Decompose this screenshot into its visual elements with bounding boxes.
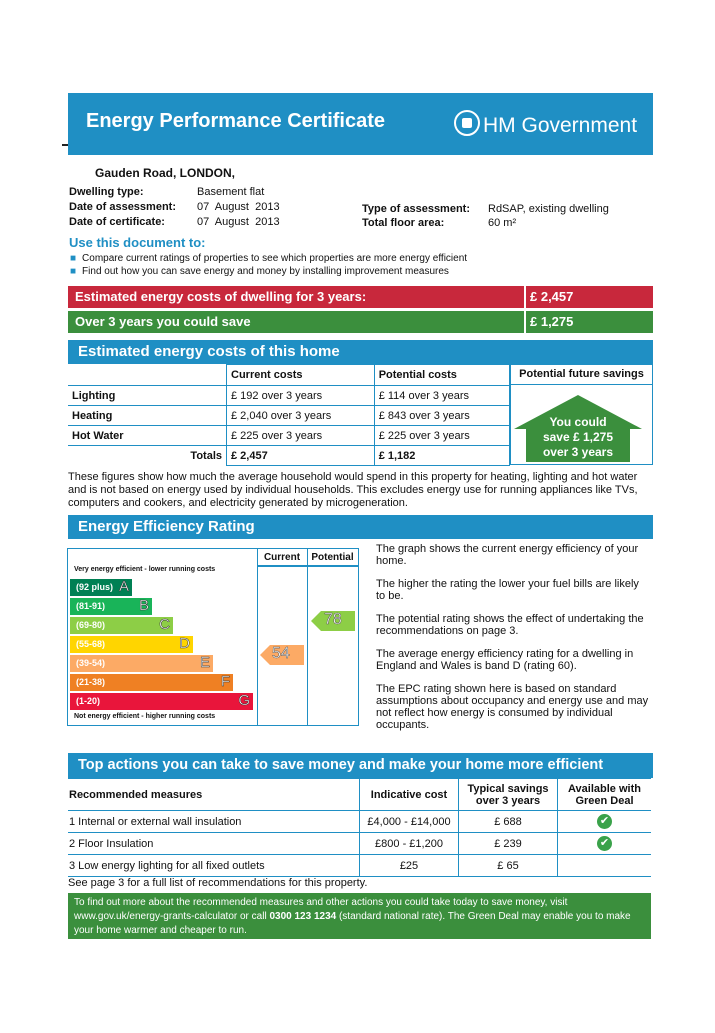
table-row <box>68 406 510 426</box>
check-icon: ✔ <box>597 836 612 851</box>
costs-section-title: Estimated energy costs of this home <box>68 340 653 364</box>
efficiency-paragraph: The potential rating shows the effect of undertaking the recommendations on page 3. <box>376 613 644 637</box>
rating-band-b <box>70 598 152 615</box>
current-cost-cell: £ 192 over 3 years <box>227 386 375 406</box>
band-range: (69-80) <box>76 620 106 630</box>
potential-cost-cell: £ 843 over 3 years <box>374 406 509 426</box>
bullet-text: Find out how you can save energy and money by installing improvement measures <box>82 266 449 277</box>
use-document-heading: Use this document to: <box>69 235 206 250</box>
logo-text: HM Government <box>483 114 638 137</box>
band-range: (55-68) <box>76 639 106 649</box>
footer-info <box>68 893 651 939</box>
totals-potential: £ 1,182 <box>374 446 509 466</box>
arrow-line: You could <box>549 415 607 429</box>
saving-cell: £ 239 <box>459 833 558 855</box>
band-letter: F <box>220 673 230 690</box>
potential-rating-value: 78 <box>324 611 342 628</box>
inefficient-label: Not energy efficient - higher running costs <box>74 713 216 720</box>
efficiency-paragraph: The EPC rating shown here is based on standard assumptions about occupancy and energy use and may not reflect how energy is consumed by individual occupants. <box>376 683 649 731</box>
bullet-icon: ■ <box>70 266 77 277</box>
estimated-costs-band: Estimated energy costs of dwelling for 3 years: <box>68 286 524 308</box>
band-range: (81-91) <box>76 601 106 611</box>
estimated-costs-value: £ 2,457 <box>526 286 653 308</box>
measure-cell: 2 Floor Insulation <box>68 833 360 855</box>
band-letter: C <box>159 616 170 633</box>
actions-table <box>68 778 651 877</box>
table-row <box>68 855 651 877</box>
potential-cost-cell: £ 225 over 3 years <box>374 426 509 446</box>
green-deal-cell <box>558 855 652 877</box>
arrow-line: over 3 years <box>542 445 614 459</box>
floor-area-label: Total floor area: <box>362 217 445 229</box>
band-range: (1-20) <box>76 696 101 706</box>
band-letter: G <box>238 692 250 709</box>
see-page-note: See page 3 for a full list of recommendations for this property. <box>68 877 368 889</box>
rating-band-e <box>70 655 213 672</box>
bullet-icon: ■ <box>70 253 77 264</box>
potential-costs-header: Potential costs <box>374 365 509 386</box>
table-row <box>68 386 510 406</box>
rating-band-g <box>70 693 253 710</box>
saving-cell: £ 688 <box>459 811 558 833</box>
assessment-type-value: RdSAP, existing dwelling <box>488 203 609 215</box>
assessment-date-value: 07 August 2013 <box>197 201 280 213</box>
potential-column-header: Potential <box>311 552 354 563</box>
margin-mark <box>62 144 68 146</box>
totals-row <box>68 446 510 466</box>
current-column <box>257 549 307 725</box>
certificate-date-value: 07 August 2013 <box>197 216 280 228</box>
green-deal-cell <box>558 811 652 833</box>
savings-band: Over 3 years you could save <box>68 311 524 333</box>
measure-cell: 1 Internal or external wall insulation <box>68 811 360 833</box>
measures-header: Recommended measures <box>68 779 360 811</box>
use-bullet <box>70 266 449 277</box>
row-label: Lighting <box>68 386 227 406</box>
green-deal-cell <box>558 833 652 855</box>
floor-area-value: 60 m² <box>488 217 517 229</box>
cost-cell: £4,000 - £14,000 <box>360 811 459 833</box>
rating-columns <box>257 549 358 725</box>
cost-cell: £800 - £1,200 <box>360 833 459 855</box>
footer-phone: 0300 123 1234 <box>269 911 337 922</box>
use-bullet <box>70 253 467 264</box>
efficiency-paragraph: The higher the rating the lower your fuel bills are likely to be. <box>376 578 639 602</box>
rating-bands <box>70 579 256 712</box>
rating-band-d <box>70 636 193 653</box>
current-costs-header: Current costs <box>227 365 375 386</box>
costs-note: These figures show how much the average household would spend in this property for heating, lighting and hot water and is not based on energy used by individual households. This excludes energy use for running appliances like TVs, computers and cookers, and electricity generated by microgeneration. <box>68 471 638 509</box>
potential-column <box>307 549 358 725</box>
current-column-header: Current <box>263 552 301 563</box>
efficiency-explanation <box>376 543 651 731</box>
band-range: (39-54) <box>76 658 106 668</box>
table-row <box>68 833 651 855</box>
costs-table-header <box>68 365 510 386</box>
hm-government-logo <box>454 110 637 138</box>
band-letter: B <box>138 597 149 614</box>
table-row <box>68 426 510 446</box>
future-savings-header: Potential future savings <box>510 364 653 385</box>
potential-cost-cell: £ 114 over 3 years <box>374 386 509 406</box>
row-label: Heating <box>68 406 227 426</box>
check-icon: ✔ <box>597 814 612 829</box>
column-header-divider <box>257 565 358 567</box>
savings-value: £ 1,275 <box>526 311 653 333</box>
efficiency-section-title: Energy Efficiency Rating <box>68 515 653 539</box>
assessment-type-label: Type of assessment: <box>362 203 471 215</box>
certificate-title: Energy Performance Certificate <box>86 110 386 132</box>
current-cost-cell: £ 225 over 3 years <box>227 426 375 446</box>
measure-cell: 3 Low energy lighting for all fixed outlets <box>68 855 360 877</box>
row-label: Hot Water <box>68 426 227 446</box>
totals-label: Totals <box>68 446 227 466</box>
efficiency-paragraph: The graph shows the current energy efficiency of your home. <box>376 543 639 567</box>
efficient-label: Very energy efficient - lower running costs <box>74 566 216 573</box>
footer-text: (standard national rate). The Green Deal may enable you to make your home warmer and cheaper to run. <box>74 911 631 936</box>
costs-table <box>68 364 510 466</box>
certificate-date-label: Date of certificate: <box>69 216 165 228</box>
typical-savings-header: Typical savings over 3 years <box>459 779 558 811</box>
current-rating-value: 54 <box>272 645 290 662</box>
efficiency-paragraph: The average energy efficiency rating for a dwelling in England and Wales is band D (rating 60). <box>376 648 634 672</box>
bullet-text: Compare current ratings of properties to see which properties are more energy efficient <box>82 253 468 264</box>
actions-section-title: Top actions you can take to save money and make your home more efficient <box>68 753 653 778</box>
arrow-line: save £ 1,275 <box>542 430 614 444</box>
crest-icon <box>454 110 480 136</box>
band-letter: D <box>179 635 190 652</box>
actions-table-header <box>68 779 651 811</box>
cost-cell: £25 <box>360 855 459 877</box>
band-letter: E <box>199 654 210 671</box>
saving-cell: £ 65 <box>459 855 558 877</box>
savings-arrow-text <box>512 415 644 460</box>
band-range: (21-38) <box>76 677 106 687</box>
footer-text: To find out more about the recommended measures and other actions you could take today to save money, visit www.gov.uk/energy-grants-calculator or call <box>74 897 568 922</box>
rating-band-c <box>70 617 173 634</box>
assessment-date-label: Date of assessment: <box>69 201 176 213</box>
band-range: (92 plus) <box>76 582 114 592</box>
costs-header-empty <box>68 365 227 386</box>
rating-band-f <box>70 674 233 691</box>
current-cost-cell: £ 2,040 over 3 years <box>227 406 375 426</box>
totals-current: £ 2,457 <box>227 446 375 466</box>
table-row <box>68 811 651 833</box>
property-address: Gauden Road, LONDON, <box>95 166 236 180</box>
indicative-cost-header: Indicative cost <box>360 779 459 811</box>
dwelling-type-value: Basement flat <box>197 186 265 198</box>
dwelling-type-label: Dwelling type: <box>69 186 144 198</box>
green-deal-header: Available with Green Deal <box>558 779 652 811</box>
band-letter: A <box>118 578 129 595</box>
rating-band-a <box>70 579 132 596</box>
